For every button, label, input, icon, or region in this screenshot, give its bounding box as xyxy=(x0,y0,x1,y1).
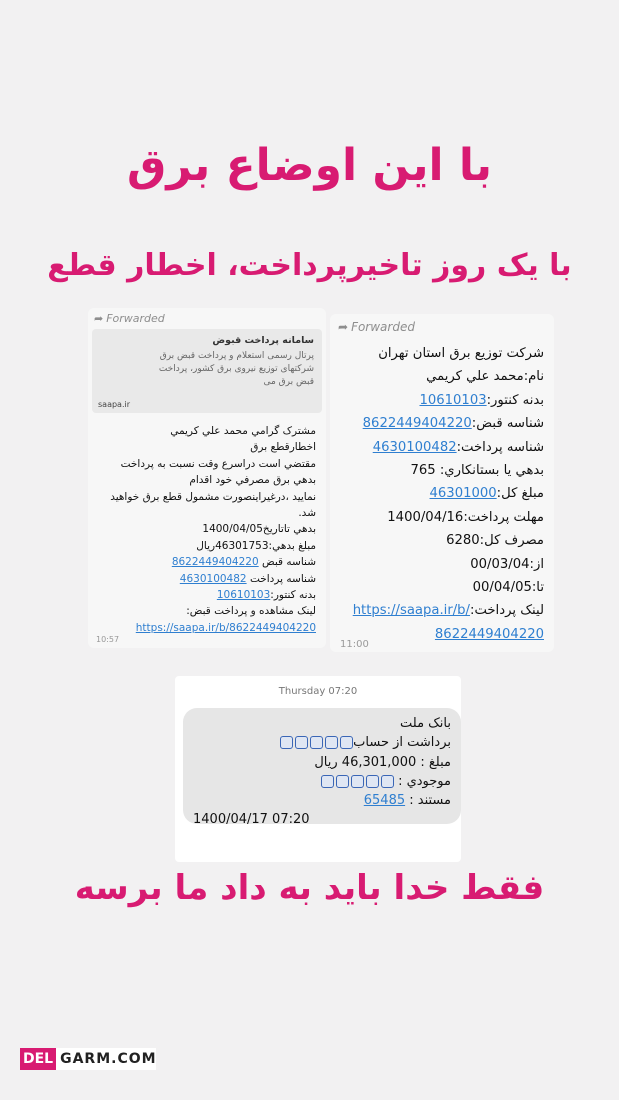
payment-link[interactable]: https://saapa.ir/b/ xyxy=(352,603,470,619)
message-line: اخطارقطع برق xyxy=(250,441,316,454)
link-row xyxy=(338,599,544,622)
message-line: شد. xyxy=(298,507,316,520)
message-time: 11:00 xyxy=(340,639,369,650)
amount-label: مبلغ : xyxy=(420,754,451,770)
name-line: نام:محمد علي كريمي xyxy=(426,369,544,385)
forwarded-label xyxy=(88,308,326,329)
preview-desc-line: قبض برق می xyxy=(263,377,314,387)
bill-id-label: شناسه قبض: xyxy=(471,416,544,432)
preview-site: saapa.ir xyxy=(98,400,131,409)
amount-row xyxy=(338,482,544,505)
headline-bottom: فقط خدا باید به داد ما برسه xyxy=(74,868,545,908)
amount-row xyxy=(193,753,451,772)
meter-row xyxy=(96,587,316,603)
message-line: مقتضي است دراسرع وقت نسبت به پرداخت xyxy=(120,457,316,470)
bill-id-label: شناسه قبض xyxy=(262,556,316,569)
brand-logo xyxy=(20,1048,156,1070)
forwarded-label xyxy=(330,314,554,340)
message-line: مشترک گرامي محمد علي كريمي xyxy=(170,425,316,437)
withdraw-row xyxy=(193,733,451,752)
sms-datetime: 1400/04/17 07:20 xyxy=(193,812,310,828)
pay-id-row xyxy=(96,571,316,587)
masked-balance-icon xyxy=(319,772,394,791)
doc-link[interactable]: 65485 xyxy=(363,793,406,809)
withdraw-label: برداشت از حساب xyxy=(353,735,451,751)
bill-id-row xyxy=(338,412,544,435)
company-line: شرکت توزیع برق استان تهران xyxy=(378,346,544,361)
link-label: لينک پرداخت: xyxy=(470,603,544,619)
message-line: مبلغ بدهي:46301753ريال xyxy=(196,539,316,552)
amount-label: مبلغ کل: xyxy=(496,486,544,502)
to-line: تا:00/04/05 xyxy=(472,580,544,596)
message-time: 10:57 xyxy=(96,635,120,644)
doc-label: مستند : xyxy=(409,793,451,809)
bill-id-link[interactable]: 8622449404220 xyxy=(171,556,259,569)
pay-id-label: شناسه پرداخت: xyxy=(456,439,544,455)
amount-link[interactable]: 46301000 xyxy=(429,486,497,502)
pay-id-row xyxy=(338,436,544,459)
link-label: لينک مشاهده و پرداخت قبض: xyxy=(186,605,316,618)
bill-id-row xyxy=(96,554,316,570)
bank-sms-screenshot xyxy=(175,676,461,862)
headline-mid: با یک روز تاخیرپرداخت، اخطار قطع xyxy=(47,248,572,283)
preview-desc-line: پرتال رسمی استعلام و پرداخت قبض برق xyxy=(159,351,314,361)
left-forwarded-message xyxy=(88,308,326,648)
usage-line: مصرف کل:6280 xyxy=(446,533,544,549)
meter-row xyxy=(338,389,544,412)
brand-part1: DEL xyxy=(20,1048,56,1070)
pay-id-link[interactable]: 4630100482 xyxy=(372,439,457,455)
bank-name: بانک ملت xyxy=(400,716,451,731)
forward-arrow-icon: ➦ xyxy=(94,312,104,325)
old-debt-line: بدهي يا بستانكاري: 765 xyxy=(410,463,544,479)
meter-label: بدنه كنتور: xyxy=(270,589,316,602)
masked-account-icon xyxy=(278,733,353,752)
headline-top: با این اوضاع برق xyxy=(127,140,492,191)
balance-label: موجودي : xyxy=(398,773,451,789)
message-line: نماييد ،درغيراينصورت مشمول قطع برق خواهيد xyxy=(110,490,316,503)
pay-id-link[interactable]: 4630100482 xyxy=(179,572,247,585)
pay-id-label: شناسه پرداخت xyxy=(249,572,316,585)
amount-value: 46,301,000 xyxy=(341,754,417,770)
brand-part2: GARM.COM xyxy=(60,1051,157,1067)
link-preview[interactable] xyxy=(92,329,322,413)
preview-desc-line: شرکتهای توزیع نیروی برق کشور، پرداخت xyxy=(158,364,314,374)
doc-row xyxy=(193,791,451,810)
balance-row xyxy=(193,772,451,791)
bill-id-link[interactable]: 8622449404220 xyxy=(362,416,472,432)
meter-label: بدنه كنتور: xyxy=(486,392,544,408)
sms-bubble xyxy=(183,708,461,828)
meter-link[interactable]: 10610103 xyxy=(216,589,271,602)
forwarded-text: Forwarded xyxy=(106,312,165,325)
forwarded-text: Forwarded xyxy=(351,320,415,334)
currency: ريال xyxy=(314,754,338,770)
sms-date: Thursday 07:20 xyxy=(278,686,358,697)
right-forwarded-message xyxy=(330,314,554,652)
payment-link-continued[interactable]: 8622449404220 xyxy=(434,626,544,642)
payment-link[interactable]: https://saapa.ir/b/8622449404220 xyxy=(135,621,316,634)
preview-title: سامانه پرداخت قبوض xyxy=(212,335,314,346)
deadline-line: مهلت پرداخت:1400/04/16 xyxy=(387,509,544,525)
forward-arrow-icon: ➦ xyxy=(338,320,349,334)
meter-link[interactable]: 10610103 xyxy=(419,392,487,408)
message-line: بدهي برق مصرفي خود اقدام xyxy=(189,474,316,487)
from-line: از:00/03/04 xyxy=(470,556,544,572)
message-line: بدهي تاتاريخ1400/04/05 xyxy=(202,523,316,536)
